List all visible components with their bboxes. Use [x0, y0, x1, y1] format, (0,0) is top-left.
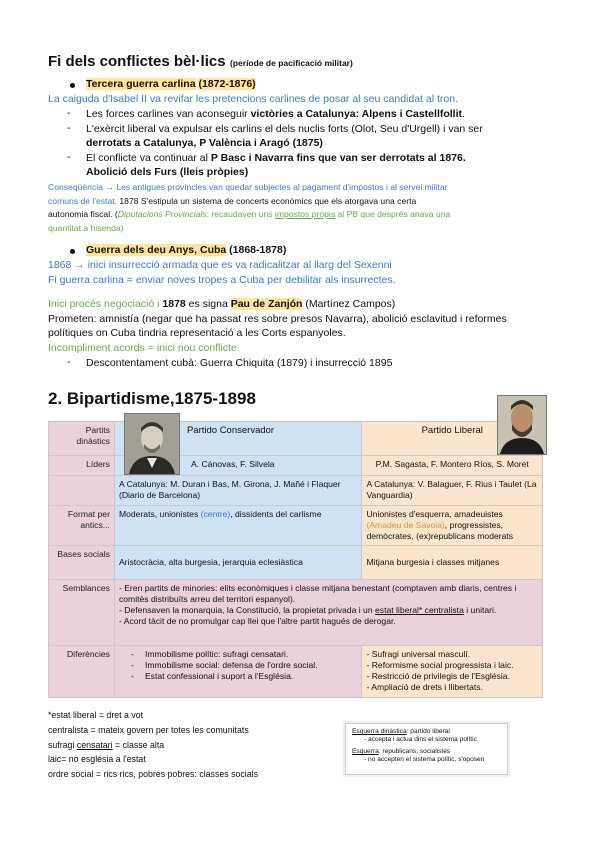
war1-item-2: L'exèrcit liberal va expulsar els carlins el dels nuclis forts (Olot, Seu d'Urgell) i van ser [86, 123, 483, 135]
consequence-line-3a: autonomia fiscal. ( [48, 209, 118, 219]
row-label-format: Format per antics... [49, 506, 115, 546]
war1-heading [86, 77, 256, 91]
lib-diff-1: - Sufragi universal masculí. [366, 649, 471, 659]
legend-box: Esquerra dinàstica: partido liberal - accepta i actua dins el sistema polític Esquerra: republicans, socialistes - no accepten el sistema polític, s'oposen [345, 723, 508, 775]
conservative-header: Partido Conservador [114, 422, 362, 456]
legend-l3b: : republicans, socialistes [378, 748, 451, 755]
cons-format-a: Moderats, unionistes [118, 509, 201, 519]
lib-diff-2: - Reformisme social progressista i laic. [366, 660, 514, 670]
section2-title: 2. Bipartidisme,1875-1898 [48, 389, 256, 408]
war1-consequence [48, 181, 450, 235]
war1-item-3-a: El conflicte va continuar al [86, 152, 211, 164]
glossary-1: *estat liberal = dret a vot [48, 710, 144, 720]
dash-icon: - [67, 107, 71, 119]
dash-icon: - [67, 122, 71, 134]
war1-label: Tercera guerra carlina [86, 78, 196, 90]
liberal-differences [362, 646, 543, 698]
war1-item-2-cont: derrotats a Catalunya, P València i Aragó (1875) [86, 137, 323, 149]
row-label-semblances: Semblances [49, 580, 115, 646]
conservative-bases: Aristocràcia, alta burgesia, jerarquia eclesiàstica [114, 546, 362, 580]
row-label-partits: Partits dinàstics [49, 422, 115, 456]
liberal-format [362, 506, 543, 546]
consequence-line-3e: al PB que després anava una [335, 209, 451, 219]
consequence-line-3d: impostos propis [274, 209, 336, 219]
liberal-bases: Mitjana burgesia i classes mitjanes [362, 546, 543, 580]
semblance-2c: i unitari. [463, 605, 497, 615]
war2-note-2: Fi guerra carlina = enviar noves tropes a Cuba per debilitar als insurrectes. [48, 274, 396, 286]
dash-icon: - [67, 151, 71, 163]
lib-format-c: , progressistes, demòcrates, (ex)republicans moderats [366, 520, 514, 541]
war2-label: Guerra dels deu Anys, Cuba [86, 244, 227, 256]
semblances-cell [114, 580, 542, 646]
glossary-4: laic= no església a l'estat [48, 754, 146, 765]
war2-dates: (1868-1878) [229, 244, 287, 256]
semblance-3: - Acord tàcit de no promulgar cap llei que l'altre partit hagués de derogar. [118, 616, 396, 626]
consequence-line-2a: comuns de l'estat. [48, 195, 117, 206]
promise-line-2: polítiques on Cuba tindria representació a les Corts espanyoles. [48, 327, 346, 339]
liberal-header: Partido Liberal [362, 422, 543, 456]
lib-diff-4: - Ampliació de drets i llibertats. [366, 682, 483, 692]
cons-format-c: , dissidents del carlisme [230, 509, 322, 519]
subtitle-text: (període de pacificació militar) [230, 58, 353, 68]
consequence-line-1: Conseqüència → Les antigues províncies van quedar subjectes al pagament d'impostos i al servei militar [48, 182, 448, 192]
conservative-format [114, 506, 362, 546]
lib-diff-3: - Restricció de privilegis de l'Església. [366, 671, 510, 681]
section-title [48, 53, 353, 71]
conservative-catalunya: A Catalunya: M. Duran i Bas, M. Girona, J. Mañé i Flaquer (Diario de Barcelona) [114, 476, 362, 506]
glossary [48, 708, 258, 782]
semblance-1: - Eren partits de minories: elits econòmiques i classe mitjana benestant (comptaven amb diaris, centres i comitès distribuïts arreu del territori espanyol). [118, 583, 517, 604]
glossary-3-underline: censatari [76, 739, 113, 750]
war1-item-1 [86, 107, 465, 121]
cons-diff-2: - Immobilisme social: defensa de l'ordre social. [130, 660, 318, 670]
cons-format-b: (centre) [200, 509, 231, 519]
liberal-leaders: P.M. Sagasta, F. Montero Ríos, S. Moret [362, 456, 543, 476]
row-label-lideres: Líders [49, 456, 115, 476]
neg-d: Pau de Zanjón [230, 298, 303, 310]
dash-icon: - [67, 356, 71, 368]
glossary-5: ordre social = rics rics, pobres pobres: classes socials [48, 769, 258, 780]
war1-dates: (1872-1876) [198, 78, 256, 90]
legend-l1a: Esquerra dinàstica [352, 728, 407, 735]
neg-c: es signa [185, 298, 231, 310]
war1-note: La caiguda d'Isabel II va revifar les pretencions carlines de posar al seu candidat al tron. [48, 93, 458, 105]
lib-format-b: (Amadeu de Savoia) [366, 520, 445, 530]
war1-item-3 [86, 151, 466, 165]
sagasta-portrait [497, 395, 547, 455]
legend-l1b: : partido liberal [406, 728, 450, 735]
lib-format-a: Unionistes d'esquerra, amadeuistes [366, 509, 503, 519]
war2-negotiation [48, 297, 395, 311]
war1-item-1-c: . [462, 108, 465, 120]
war1-item-1-b: victòries a Catalunya: Alpens i Castellfollit [250, 108, 463, 120]
consequence-line-2b: 1878 S'estipula un sistema de concerts econòmics que els atorgava una certa [117, 195, 417, 206]
consequence-line-3b: Diputacions Provincials [117, 209, 207, 219]
legend-l4: no accepten el sistema polític, s'oposen [368, 756, 485, 763]
row-label-catalunya [49, 476, 115, 506]
neg-a: Inici procés negociació i [48, 298, 163, 310]
cons-diff-1: - Immobilisme polític: sufragi censatari. [130, 649, 289, 659]
legend-l3a: Esquerra [352, 748, 379, 755]
conservative-differences [114, 646, 362, 698]
consequence-line-3c: : recaudaven uns [206, 209, 275, 219]
promise-line-1: Prometen: amnistía (negar que ha passat res sobre presos Navarra), abolició esclavitud i reformes [48, 313, 507, 325]
war2-heading [86, 243, 286, 257]
canovas-portrait [124, 413, 180, 475]
liberal-catalunya: A Catalunya: V. Balaguer, F. Rius i Taulet (La Vanguardia) [362, 476, 543, 506]
war2-note-1: 1868 → inici insurrecció armada que es va radicalitzar al llarg del Sexenni [48, 259, 392, 271]
war1-item-3-cont: Abolició dels Furs (lleis pròpies) [86, 166, 249, 178]
legend-l2: accepta i actua dins el sistema polític [368, 736, 477, 743]
neg-b: 1878 [162, 298, 186, 310]
war1-item-1-a: Les forces carlines van aconseguir [86, 108, 251, 120]
bullet-icon [70, 83, 75, 88]
title-text: Fi dels conflictes bèl·lics [48, 53, 226, 70]
glossary-3: sufragi censatari = classe alta [48, 739, 165, 750]
glossary-2: centralista = mateix govern per totes les comunitats [48, 724, 249, 735]
cons-diff-3-text: Estat confessional i suport a l'Església. [144, 671, 294, 681]
war2-item: Descontentament cubà: Guerra Chiquita (1879) i insurrecció 1895 [86, 357, 393, 369]
neg-e: (Martínez Campos) [302, 298, 396, 310]
bipartidism-table [48, 421, 543, 698]
cons-diff-1-text: Immobilisme polític: sufragi censatari. [144, 649, 289, 659]
row-label-diferencies: Diferències [49, 646, 115, 698]
cons-diff-3: - Estat confessional i suport a l'Església. [130, 671, 294, 681]
semblance-2b: estat liberal* centralista [375, 605, 464, 615]
war1-item-3-b: P Basc i Navarra fins que van ser derrotats al 1876. [210, 152, 466, 164]
bullet-icon [70, 249, 75, 254]
row-label-bases: Bases socials [49, 546, 115, 580]
semblance-2a: - Defensaven la monarquia, la Constitució, la propietat privada i un [118, 605, 375, 615]
conservative-leaders: A. Cánovas, F. Silvela [114, 456, 362, 476]
breach-note: Incompliment acords = inici nou conflicte [48, 342, 237, 354]
consequence-line-4: quantitat a hisenda) [48, 222, 124, 233]
cons-diff-2-text: Immobilisme social: defensa de l'ordre social. [144, 660, 318, 670]
